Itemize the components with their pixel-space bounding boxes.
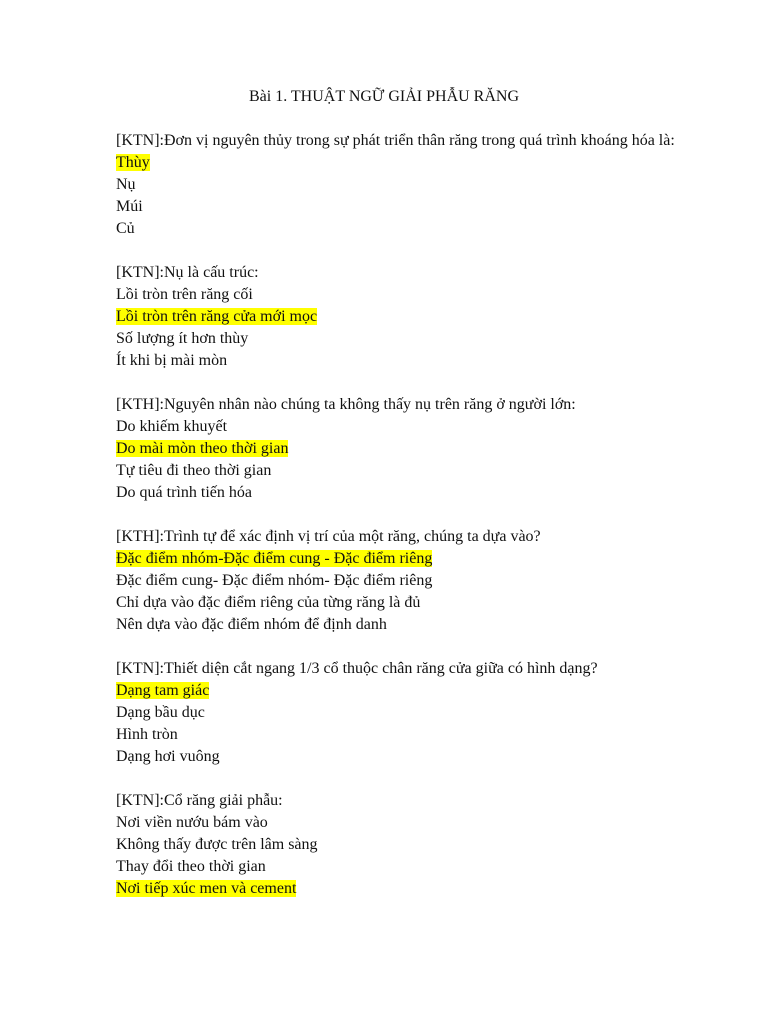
answer-option [116,614,676,636]
answer-option [116,482,676,504]
answer-text: Múi [116,198,143,215]
answer-option [116,174,676,196]
answer-text: Nụ [116,176,136,193]
highlighted-answer-text: Nơi tiếp xúc men và cement [116,880,297,897]
answer-text: Củ [116,220,135,237]
answer-text: Không thấy được trên lâm sàng [116,836,318,853]
question-text: [KTH]:Trình tự để xác định vị trí của một răng, chúng ta dựa vào? [116,528,541,545]
answer-option [116,284,676,306]
answer-option-correct [116,152,676,174]
answer-option [116,592,676,614]
answer-option-correct [116,680,676,702]
question-4 [116,526,676,636]
answer-option [116,416,676,438]
answer-option [116,350,676,372]
answer-text: Dạng hơi vuông [116,748,220,765]
answer-text: Đặc điểm cung- Đặc điểm nhóm- Đặc điểm riêng [116,572,433,589]
answer-option [116,834,676,856]
answer-text: Thay đổi theo thời gian [116,858,266,875]
answer-text: Dạng bầu dục [116,704,205,721]
question-1 [116,130,676,240]
answer-option [116,724,676,746]
answer-option [116,218,676,240]
answer-text: Chỉ dựa vào đặc điểm riêng của từng răng là đủ [116,594,421,611]
highlighted-answer-text: Lồi tròn trên răng cửa mới mọc [116,308,318,325]
answer-text: Số lượng ít hơn thùy [116,330,249,347]
question-5 [116,658,676,768]
answer-option-correct [116,548,676,570]
answer-option-correct [116,306,676,328]
answer-text: Nơi viền nướu bám vào [116,814,268,831]
answer-option-correct [116,438,676,460]
document-title: Bài 1. THUẬT NGỮ GIẢI PHẪU RĂNG [248,88,520,105]
question-6 [116,790,676,900]
answer-text: Nên dựa vào đặc điểm nhóm để định danh [116,616,387,633]
question-2 [116,262,676,372]
answer-text: Do khiếm khuyết [116,418,228,435]
answer-text: Lồi tròn trên răng cối [116,286,253,303]
question-text: [KTN]:Đơn vị nguyên thủy trong sự phát triển thân răng trong quá trình khoáng hóa là: [116,132,675,149]
answer-option [116,328,676,350]
document-page [116,86,676,922]
answer-text: Hình tròn [116,726,178,743]
highlighted-answer-text: Đặc điểm nhóm-Đặc điểm cung - Đặc điểm riêng [116,550,433,567]
answer-option [116,702,676,724]
answer-option [116,570,676,592]
answer-option [116,460,676,482]
answer-text: Do quá trình tiến hóa [116,484,252,501]
question-text: [KTH]:Nguyên nhân nào chúng ta không thấy nụ trên răng ở người lớn: [116,396,576,413]
answer-text: Ít khi bị mài mòn [116,352,228,369]
question-text: [KTN]:Nụ là cấu trúc: [116,264,259,281]
answer-option [116,812,676,834]
highlighted-answer-text: Do mài mòn theo thời gian [116,440,289,457]
highlighted-answer-text: Thùy [116,154,150,171]
answer-option-correct [116,878,676,900]
question-text: [KTN]:Cổ răng giải phẫu: [116,792,283,809]
question-text: [KTN]:Thiết diện cắt ngang 1/3 cổ thuộc chân răng cửa giữa có hình dạng? [116,660,598,677]
answer-option [116,196,676,218]
answer-option [116,856,676,878]
highlighted-answer-text: Dạng tam giác [116,682,210,699]
answer-option [116,746,676,768]
question-3 [116,394,676,504]
answer-text: Tự tiêu đi theo thời gian [116,462,272,479]
